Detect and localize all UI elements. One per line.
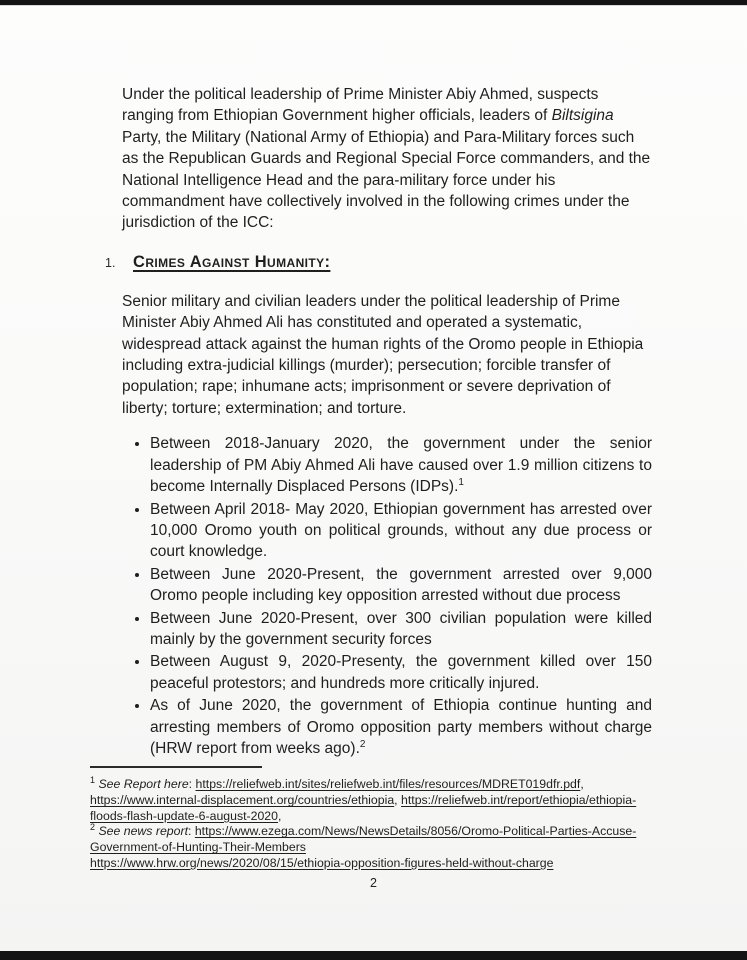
bullet-text: Between June 2020-Present, the government arrested over 9,000 Oromo people including key opposition arrested without due process: [150, 565, 652, 605]
footnote-separator-rule: [90, 766, 262, 768]
footnote-line: [90, 777, 652, 824]
bullet-text: Between 2018-January 2020, the government under the senior leadership of PM Abiy Ahmed Ali have caused over 1.9 million citizens to become Internally Displaced Persons (IDPs).: [150, 435, 652, 496]
footnote-text: ,: [394, 793, 402, 808]
footnote-list: [90, 777, 652, 871]
footnote-url-link[interactable]: https://www.hrw.org/news/2020/08/15/ethiopia-opposition-figures-held-without-charge: [90, 855, 554, 870]
footnote-marker: 2: [90, 822, 96, 833]
bullet-text: Between August 9, 2020-Presenty, the government killed over 150 peaceful protestors; and hundreds more critically injured.: [150, 653, 652, 692]
photo-top-bar: [0, 0, 747, 6]
bullet-list: [122, 433, 652, 759]
bullet-item: [150, 499, 652, 563]
footnote-url-link[interactable]: https://reliefweb.int/sites/reliefweb.int/files/resources/MDRET019dfr.pdf: [195, 777, 581, 792]
section-heading: [105, 251, 652, 274]
bullet-item: [150, 564, 652, 607]
footnote-line: [90, 824, 652, 871]
footnote-label-separator: :: [187, 824, 195, 839]
footnote-marker: 1: [90, 775, 96, 786]
bullet-text: Between June 2020-Present, over 300 civilian population were killed mainly by the government security forces: [150, 609, 652, 648]
footnote-label-separator: :: [188, 777, 196, 792]
page-content: [90, 84, 652, 872]
intro-italic-term: Biltsigina: [551, 107, 614, 125]
photo-bottom-bar: [0, 951, 747, 960]
intro-paragraph: [122, 84, 652, 234]
footnote-label: See news report: [98, 824, 188, 839]
footnote-reference: 1: [458, 476, 464, 488]
footnote-text: ,: [580, 777, 584, 792]
lead-paragraph: Senior military and civilian leaders under the political leadership of Prime Minister Abiy Ahmed Ali has constituted and operated a systematic, widespread attack against the human rights of the Oromo people in Ethiopia including extra-judicial killings (murder); persecution; forcible transfer of population; rape; inhumane acts; imprisonment or severe deprivation of liberty; torture; extermination; and torture.: [122, 292, 644, 417]
intro-text-after: Party, the Military (National Army of Ethiopia) and Para-Military forces such as the Republican Guards and Regional Special Force commanders, and the National Intelligence Head and the para-military force under his commandment have collectively involved in the following crimes under the jurisdiction of the ICC:: [122, 128, 651, 232]
bullet-text: As of June 2020, the government of Ethiopia continue hunting and arresting members of Oromo opposition party members without charge (HRW report from weeks ago).: [150, 697, 652, 757]
footnote-url-link[interactable]: https://www.ezega.com/News/NewsDetails/8056/Oromo-Political-Parties-Accuse-Government-of-Hunting-Their-Members: [90, 824, 637, 855]
bullet-item: [150, 608, 652, 651]
footnote-url-link[interactable]: https://www.internal-displacement.org/countries/ethiopia: [90, 793, 395, 808]
intro-text-before: Under the political leadership of Prime Minister Abiy Ahmed, suspects ranging from Ethiopian Government higher officials, leaders of: [122, 86, 599, 125]
footnote-url-link[interactable]: https://reliefweb.int/report/ethiopia/ethiopia-floods-flash-update-6-august-2020: [90, 793, 637, 823]
section-number: 1.: [105, 255, 116, 270]
bullet-item: [150, 433, 652, 497]
bullet-text: Between April 2018- May 2020, Ethiopian government has arrested over 10,000 Oromo youth on political grounds, without any due process or court knowledge.: [150, 500, 652, 561]
bullet-item: [150, 651, 652, 694]
page-number: 2: [370, 876, 377, 890]
footnote-reference: 2: [359, 738, 366, 750]
section-title: Crimes Against Humanity:: [133, 252, 331, 271]
footnote-label: See Report here: [98, 777, 189, 792]
bullet-item: [150, 695, 652, 759]
footnotes-section: [90, 766, 652, 871]
footnote-text: ,: [278, 808, 282, 823]
